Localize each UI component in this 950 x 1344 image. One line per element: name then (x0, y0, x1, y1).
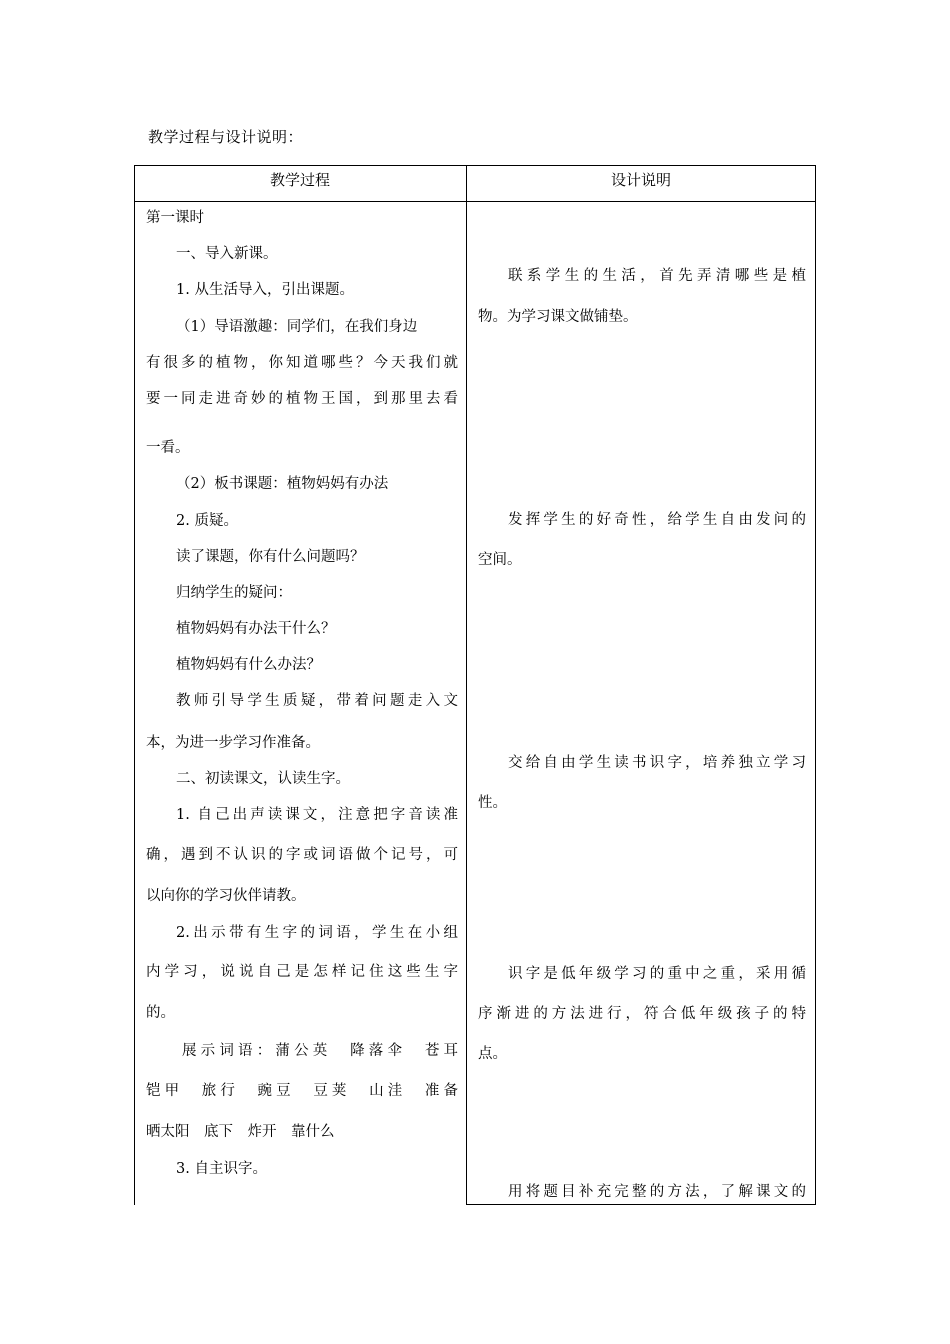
process-line: 3. 自主识字。 (176, 1161, 267, 1177)
header-bottom-border (134, 201, 816, 202)
process-line: 二、初读课文，认读生字。 (176, 771, 350, 787)
lesson-table (134, 165, 816, 1205)
process-line: 要一同走进奇妙的植物王国，到那里去看 (146, 391, 458, 407)
process-line: 植物妈妈有什么办法？ (176, 657, 321, 673)
process-line: 读了课题，你有什么问题吗？ (176, 549, 365, 565)
design-line: 用将题目补充完整的方法，了解课文的 (508, 1184, 806, 1200)
process-line: 一、导入新课。 (176, 246, 278, 262)
process-line: 确，遇到不认识的字或词语做个记号，可 (146, 847, 458, 863)
process-line: （2）板书课题：植物妈妈有办法 (176, 476, 389, 492)
design-line: 序渐进的方法进行，符合低年级孩子的特 (478, 1006, 806, 1022)
process-line: 1. 自己出声读课文，注意把字音读准 (176, 807, 458, 823)
word-list-line: 铠甲 旅行 豌豆 豆荚 山洼 准备 (146, 1083, 458, 1099)
word-list-line: 晒太阳 底下 炸开 靠什么 (146, 1124, 335, 1140)
header-design: 设计说明 (610, 171, 671, 189)
process-line: 教师引导学生质疑，带着问题走入文 (176, 693, 458, 709)
design-line: 交给自由学生读书识字，培养独立学习 (508, 755, 806, 771)
process-line: 1. 从生活导入，引出课题。 (176, 282, 354, 298)
design-line: 发挥学生的好奇性，给学生自由发问的 (508, 512, 806, 528)
design-line: 识字是低年级学习的重中之重，采用循 (508, 966, 806, 982)
table-left-border (134, 165, 135, 1205)
design-line: 性。 (478, 795, 507, 811)
design-line: 联系学生的生活，首先弄清哪些是植 (508, 268, 806, 284)
process-line: 2.出示带有生字的词语，学生在小组 (176, 925, 458, 941)
process-line: 有很多的植物，你知道哪些？今天我们就 (146, 355, 458, 371)
process-line: 一看。 (146, 440, 190, 456)
column-divider (466, 165, 467, 1205)
process-line: 第一课时 (146, 210, 204, 226)
design-column-bottom-border (466, 1204, 816, 1205)
process-line: （1）导语激趣：同学们，在我们身边 (176, 319, 418, 335)
process-line: 内学习，说说自己是怎样记住这些生字 (146, 964, 458, 980)
process-line: 的。 (146, 1005, 175, 1021)
word-list-line: 展示词语：蒲公英 降落伞 苍耳 (182, 1043, 458, 1059)
section-heading: 教学过程与设计说明： (148, 128, 304, 146)
process-line: 归纳学生的疑问： (176, 585, 292, 601)
process-line: 2. 质疑。 (176, 513, 238, 529)
process-line: 以向你的学习伙伴请教。 (146, 888, 306, 904)
design-line: 空间。 (478, 552, 522, 568)
process-line: 植物妈妈有办法干什么？ (176, 621, 336, 637)
process-line: 本，为进一步学习作准备。 (146, 735, 320, 751)
design-line: 物。为学习课文做铺垫。 (478, 309, 638, 325)
header-process: 教学过程 (269, 171, 330, 189)
design-line: 点。 (478, 1046, 507, 1062)
table-right-border (815, 165, 816, 1205)
table-top-border (134, 165, 816, 166)
